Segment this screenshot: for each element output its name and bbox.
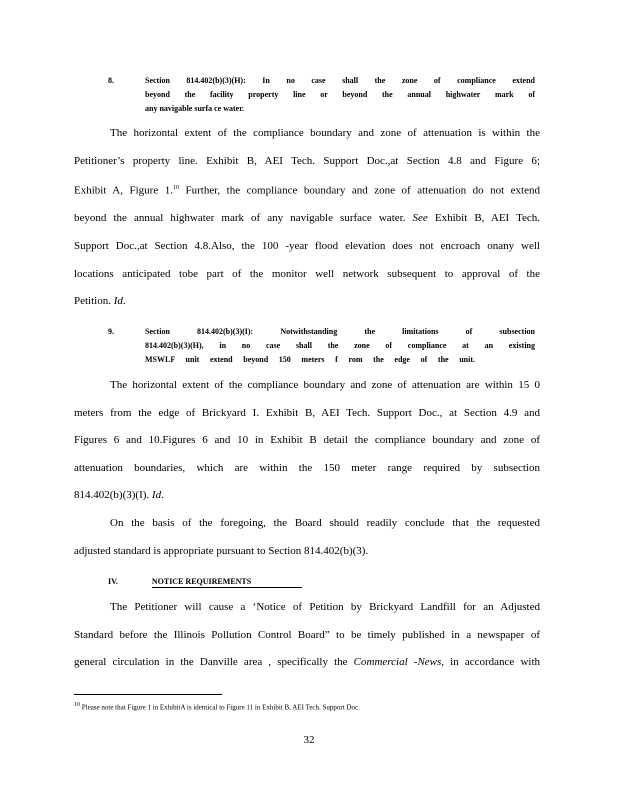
text-line: The horizontal extent of the compliance boundary and zone of attenuation are within 15 0 (110, 379, 540, 391)
item-number: 8. (108, 76, 114, 85)
footnote-ref: 10 (172, 185, 179, 192)
item-line: 814.402(b)(3)(H), in no case shall the zone of compliance at an existing (145, 341, 535, 350)
text-line: 814.402(b)(3)(I). Id. (74, 489, 164, 502)
text-line: general circulation in the Danville area , specifically the Commercial -News, in accordance with (74, 656, 541, 669)
page-number: 32 (303, 734, 315, 746)
text-line: Standard before the Illinois Pollution Control Board” to be timely published in a newspaper of (74, 628, 540, 641)
text-line: beyond the annual highwater mark of any navigable surface water. See Exhibit B, AEI Tech. (74, 212, 541, 225)
item-number: 9. (108, 327, 114, 336)
footnote (74, 702, 484, 711)
section-number: IV. (108, 577, 118, 586)
body-paragraph-4 (74, 594, 540, 677)
item-line: Section 814.402(b)(3)(I): Notwithstanding the limitations of subsection (145, 327, 535, 336)
text-line: On the basis of the foregoing, the Board should readily conclude that the requested (110, 517, 540, 529)
text-line: meters from the edge of Brickyard I. Exhibit B, AEI Tech. Support Doc., at Section 4.9 and (74, 406, 540, 419)
text-line: The horizontal extent of the compliance boundary and zone of attenuation is within the (110, 127, 540, 139)
body-paragraph-2 (74, 372, 540, 510)
text-line: locations anticipated tobe part of the monitor well network subsequent to approval of the (74, 267, 540, 280)
text-line: Figures 6 and 10.Figures 6 and 10 in Exhibit B detail the compliance boundary and zone of (74, 434, 540, 447)
text-line: Exhibit A, Figure 1.10 Further, the compliance boundary and zone of attenuation do not extend (74, 184, 540, 197)
item-line: beyond the facility property line or beyond the annual highwater mark of (145, 90, 535, 99)
text-line: attenuation boundaries, which are within the 150 meter range required by subsection (74, 461, 540, 474)
item-line: any navigable surfa ce water. (145, 104, 245, 113)
section-title: NOTICE REQUIREMENTS (152, 576, 302, 588)
body-paragraph-3 (74, 510, 540, 565)
text-line: adjusted standard is appropriate pursuant to Section 814.402(b)(3). (74, 544, 369, 557)
text-line: Petitioner’s property line. Exhibit B, AEI Tech. Support Doc.,at Section 4.8 and Figure 6; (74, 154, 540, 167)
footnote-divider (74, 694, 222, 695)
footnote-text: Please note that Figure 1 in ExhibitA is identical to Figure 11 in Exhibit B, AEI Tech. Support Doc. (81, 703, 360, 712)
text-line: Petition. Id. (74, 295, 126, 308)
text-line: Support Doc.,at Section 4.8.Also, the 100 -year flood elevation does not encroach onany well (74, 240, 540, 253)
section-heading (108, 576, 302, 588)
footnote-marker: 10 (74, 702, 80, 708)
item-line: MSWLF unit extend beyond 150 meters f rom the edge of the unit. (145, 355, 475, 364)
item-line: Section 814.402(b)(3)(H): In no case shall the zone of compliance extend (145, 76, 535, 85)
body-paragraph-1 (74, 120, 540, 316)
text-line: The Petitioner will cause a ‘Notice of Petition by Brickyard Landfill for an Adjusted (110, 601, 540, 613)
